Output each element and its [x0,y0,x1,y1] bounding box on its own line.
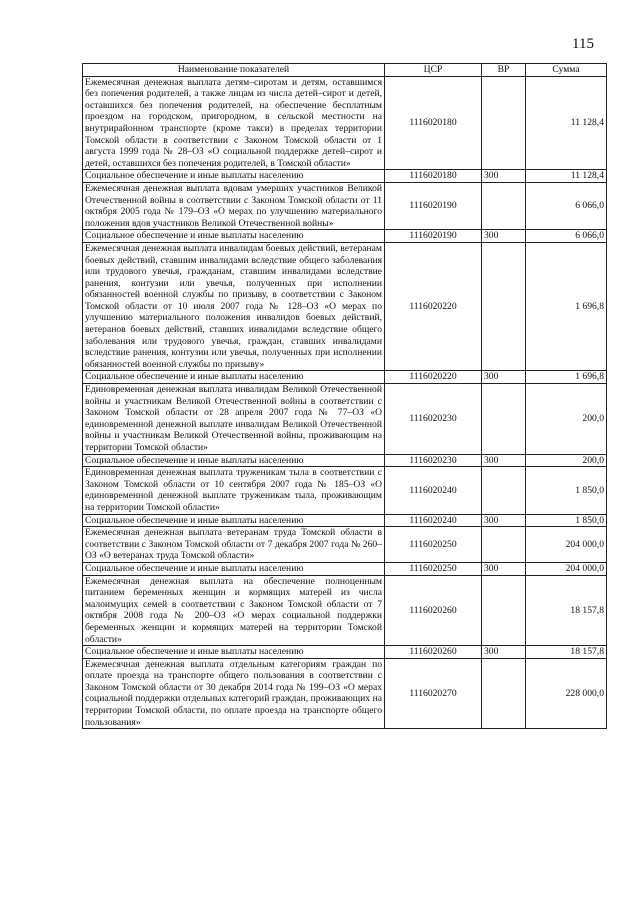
row-name: Социальное обеспечение и иные выплаты населению [83,371,385,384]
header-csr: ЦСР [385,64,482,77]
row-vr: 300 [482,170,526,183]
row-sum: 6 066,0 [526,182,607,229]
row-vr: 300 [482,230,526,243]
table-row [83,170,607,183]
row-sum: 204 000,0 [526,527,607,563]
table-row [83,371,607,384]
table-row [83,76,607,170]
row-csr: 1116020190 [385,182,482,229]
row-name: Ежемесячная денежная выплата инвалидам боевых действий, ветеранам боевых действий, ставшим инвалидами вследствие общего заболевания или трудового увечья, гражданам, ставшим инвалидами вследствие ранения, контузии или увечья, полученных при исполнении обязанностей военной службы по призыву, в соответствии с Законом Томской области от 10 июля 2007 года № 128–ОЗ «О мерах по улучшению материального положения инвалидов боевых действий, ветеранов боевых действий, ставших инвалидами вследствие общего заболевания или трудового увечья, граждан, ставших инвалидами вследствие ранения, контузии или увечья, полученных при исполнении обязанностей военной службы по призыву» [83,242,385,371]
row-vr [482,575,526,646]
row-csr: 1116020180 [385,76,482,170]
row-sum: 1 850,0 [526,514,607,527]
row-vr: 300 [482,646,526,659]
row-sum: 18 157,8 [526,646,607,659]
row-csr: 1116020220 [385,371,482,384]
row-csr: 1116020270 [385,658,482,729]
table-header-row [83,64,607,77]
row-sum: 11 128,4 [526,76,607,170]
row-vr: 300 [482,371,526,384]
row-sum: 6 066,0 [526,230,607,243]
row-name: Социальное обеспечение и иные выплаты населению [83,230,385,243]
row-csr: 1116020230 [385,454,482,467]
row-vr: 300 [482,454,526,467]
row-name: Ежемесячная денежная выплата отдельным категориям граждан по оплате проезда на транспорте общего пользования в соответствии с Законом Томской области от 30 декабря 2014 года № 199–ОЗ «О мерах социальной поддержки отдельных категорий граждан, проживающих на территории Томской области, по оплате проезда на транспорте общего пользования» [83,658,385,729]
row-sum: 228 000,0 [526,658,607,729]
row-sum: 11 128,4 [526,170,607,183]
row-name: Ежемесячная денежная выплата на обеспечение полноценным питанием беременных женщин и кормящих матерей из числа малоимущих семей в соответствии с Законом Томской области от 7 октября 2008 года № 200–ОЗ «О мерах социальной поддержки беременных женщин и кормящих матерей на территории Томской области» [83,575,385,646]
table-row [83,562,607,575]
row-name: Социальное обеспечение и иные выплаты населению [83,646,385,659]
table-row [83,454,607,467]
header-name: Наименование показателей [83,64,385,77]
table-row [83,646,607,659]
table-row [83,467,607,514]
row-sum: 1 850,0 [526,467,607,514]
table-row [83,182,607,229]
row-csr: 1116020190 [385,230,482,243]
row-csr: 1116020220 [385,242,482,371]
row-csr: 1116020250 [385,527,482,563]
header-vr: ВР [482,64,526,77]
row-vr [482,527,526,563]
row-name: Ежемесячная денежная выплата ветеранам труда Томской области в соответствии с Законом Томской области от 7 декабря 2007 года № 260–ОЗ «О ветеранах труда Томской области» [83,527,385,563]
row-name: Единовременная денежная выплата инвалидам Великой Отечественной войны и участникам Великой Отечественной войны в соответствии с Законом Томской области от 28 апреля 2007 года № 77–ОЗ «О единовременной денежной выплате инвалидам Великой Отечественной войны и участникам Великой Отечественной войны, проживающим на территории Томской области» [83,384,385,455]
row-sum: 200,0 [526,384,607,455]
row-vr [482,76,526,170]
row-vr: 300 [482,514,526,527]
row-vr [482,242,526,371]
row-csr: 1116020260 [385,575,482,646]
row-name: Социальное обеспечение и иные выплаты населению [83,170,385,183]
row-sum: 204 000,0 [526,562,607,575]
header-sum: Сумма [526,64,607,77]
row-sum: 200,0 [526,454,607,467]
row-sum: 1 696,8 [526,371,607,384]
row-vr [482,384,526,455]
table-row [83,527,607,563]
table-row [83,658,607,729]
row-csr: 1116020180 [385,170,482,183]
budget-table [82,63,607,729]
row-name: Социальное обеспечение и иные выплаты населению [83,514,385,527]
row-sum: 1 696,8 [526,242,607,371]
row-sum: 18 157,8 [526,575,607,646]
row-name: Социальное обеспечение и иные выплаты населению [83,562,385,575]
row-name: Ежемесячная денежная выплата детям–сиротам и детям, оставшимся без попечения родителей, а также лицам из числа детей–сирот и детей, оставшихся без попечения родителей, на обеспечение бесплатным проездом на городском, пригородном, в сельской местности на внутрирайонном транспорте (кроме такси) в пределах территории Томской области в соответствии с Законом Томской области от 1 августа 1999 года № 28–ОЗ «О социальной поддержке детей–сирот и детей, оставшихся без попечения родителей, в Томской области» [83,76,385,170]
row-vr [482,467,526,514]
table-row [83,514,607,527]
row-csr: 1116020230 [385,384,482,455]
row-name: Ежемесячная денежная выплата вдовам умерших участников Великой Отечественной войны в соответствии с Законом Томской области от 11 октября 2005 года № 179–ОЗ «О мерах по улучшению материального положения вдов участников Великой Отечественной войны» [83,182,385,229]
table-row [83,384,607,455]
page-number: 115 [572,36,594,52]
row-csr: 1116020240 [385,514,482,527]
table-row [83,575,607,646]
row-name: Социальное обеспечение и иные выплаты населению [83,454,385,467]
row-csr: 1116020250 [385,562,482,575]
row-vr [482,658,526,729]
row-csr: 1116020260 [385,646,482,659]
row-vr [482,182,526,229]
table-row [83,242,607,371]
row-csr: 1116020240 [385,467,482,514]
table-row [83,230,607,243]
row-vr: 300 [482,562,526,575]
row-name: Единовременная денежная выплата труженикам тыла в соответствии с Законом Томской области от 10 сентября 2007 года № 185–ОЗ «О единовременной денежной выплате труженикам тыла, проживающим на территории Томской области» [83,467,385,514]
